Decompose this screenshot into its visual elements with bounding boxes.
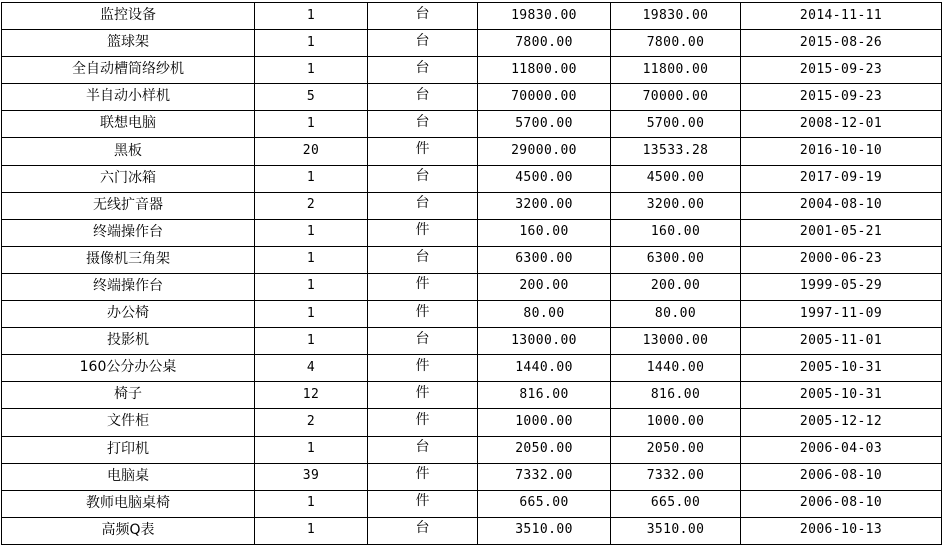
cell-item-name: 篮球架 (2, 30, 255, 57)
cell-original-value: 816.00 (478, 382, 611, 409)
cell-unit: 台 (368, 247, 478, 274)
cell-unit: 台 (368, 328, 478, 355)
cell-net-value: 1000.00 (611, 409, 741, 436)
cell-date: 2015-08-26 (741, 30, 942, 57)
cell-net-value: 7332.00 (611, 464, 741, 491)
cell-unit: 台 (368, 193, 478, 220)
cell-quantity: 1 (255, 111, 368, 138)
cell-original-value: 6300.00 (478, 247, 611, 274)
cell-original-value: 4500.00 (478, 166, 611, 193)
cell-original-value: 11800.00 (478, 57, 611, 84)
cell-unit: 台 (368, 57, 478, 84)
cell-net-value: 7800.00 (611, 30, 741, 57)
cell-unit: 件 (368, 491, 478, 518)
cell-net-value: 3200.00 (611, 193, 741, 220)
cell-original-value: 1440.00 (478, 355, 611, 382)
cell-date: 2006-08-10 (741, 491, 942, 518)
cell-net-value: 80.00 (611, 301, 741, 328)
cell-quantity: 2 (255, 409, 368, 436)
cell-net-value: 160.00 (611, 220, 741, 247)
cell-original-value: 29000.00 (478, 138, 611, 165)
cell-item-name: 打印机 (2, 437, 255, 464)
cell-original-value: 80.00 (478, 301, 611, 328)
cell-original-value: 7332.00 (478, 464, 611, 491)
cell-date: 2005-10-31 (741, 355, 942, 382)
cell-quantity: 1 (255, 437, 368, 464)
cell-date: 2015-09-23 (741, 57, 942, 84)
cell-item-name: 六门冰箱 (2, 166, 255, 193)
cell-unit: 件 (368, 220, 478, 247)
cell-quantity: 1 (255, 30, 368, 57)
cell-unit: 件 (368, 138, 478, 165)
cell-net-value: 200.00 (611, 274, 741, 301)
cell-net-value: 1440.00 (611, 355, 741, 382)
cell-quantity: 12 (255, 382, 368, 409)
cell-net-value: 3510.00 (611, 518, 741, 545)
cell-unit: 件 (368, 355, 478, 382)
cell-unit: 台 (368, 30, 478, 57)
cell-item-name: 高频Q表 (2, 518, 255, 545)
cell-item-name: 办公椅 (2, 301, 255, 328)
cell-date: 2017-09-19 (741, 166, 942, 193)
cell-item-name: 文件柜 (2, 409, 255, 436)
cell-net-value: 13000.00 (611, 328, 741, 355)
cell-quantity: 39 (255, 464, 368, 491)
cell-item-name: 椅子 (2, 382, 255, 409)
cell-original-value: 5700.00 (478, 111, 611, 138)
cell-net-value: 6300.00 (611, 247, 741, 274)
cell-item-name: 终端操作台 (2, 220, 255, 247)
cell-quantity: 1 (255, 491, 368, 518)
cell-quantity: 4 (255, 355, 368, 382)
cell-date: 2004-08-10 (741, 193, 942, 220)
cell-original-value: 1000.00 (478, 409, 611, 436)
cell-date: 2015-09-23 (741, 84, 942, 111)
cell-item-name: 半自动小样机 (2, 84, 255, 111)
cell-quantity: 1 (255, 220, 368, 247)
cell-net-value: 4500.00 (611, 166, 741, 193)
cell-item-name: 摄像机三角架 (2, 247, 255, 274)
cell-date: 2001-05-21 (741, 220, 942, 247)
asset-table (1, 2, 942, 545)
cell-unit: 台 (368, 437, 478, 464)
cell-item-name: 联想电脑 (2, 111, 255, 138)
cell-net-value: 5700.00 (611, 111, 741, 138)
cell-net-value: 19830.00 (611, 3, 741, 30)
cell-date: 2006-04-03 (741, 437, 942, 464)
cell-original-value: 160.00 (478, 220, 611, 247)
cell-unit: 台 (368, 3, 478, 30)
cell-original-value: 3200.00 (478, 193, 611, 220)
cell-unit: 件 (368, 382, 478, 409)
cell-date: 2014-11-11 (741, 3, 942, 30)
cell-original-value: 13000.00 (478, 328, 611, 355)
cell-quantity: 1 (255, 3, 368, 30)
cell-date: 2008-12-01 (741, 111, 942, 138)
cell-item-name: 160公分办公桌 (2, 355, 255, 382)
cell-unit: 台 (368, 518, 478, 545)
cell-quantity: 1 (255, 57, 368, 84)
cell-original-value: 200.00 (478, 274, 611, 301)
cell-date: 2000-06-23 (741, 247, 942, 274)
cell-quantity: 1 (255, 274, 368, 301)
cell-date: 2005-11-01 (741, 328, 942, 355)
cell-item-name: 教师电脑桌椅 (2, 491, 255, 518)
cell-original-value: 2050.00 (478, 437, 611, 464)
cell-unit: 件 (368, 409, 478, 436)
cell-quantity: 1 (255, 518, 368, 545)
cell-unit: 件 (368, 274, 478, 301)
cell-unit: 台 (368, 111, 478, 138)
cell-unit: 件 (368, 464, 478, 491)
cell-date: 1997-11-09 (741, 301, 942, 328)
cell-item-name: 监控设备 (2, 3, 255, 30)
cell-quantity: 1 (255, 328, 368, 355)
cell-net-value: 13533.28 (611, 138, 741, 165)
cell-original-value: 7800.00 (478, 30, 611, 57)
cell-item-name: 全自动槽筒络纱机 (2, 57, 255, 84)
cell-item-name: 无线扩音器 (2, 193, 255, 220)
cell-unit: 台 (368, 166, 478, 193)
cell-net-value: 2050.00 (611, 437, 741, 464)
cell-item-name: 黑板 (2, 138, 255, 165)
cell-unit: 台 (368, 84, 478, 111)
cell-date: 1999-05-29 (741, 274, 942, 301)
cell-item-name: 电脑桌 (2, 464, 255, 491)
cell-original-value: 70000.00 (478, 84, 611, 111)
cell-net-value: 70000.00 (611, 84, 741, 111)
cell-quantity: 1 (255, 301, 368, 328)
cell-date: 2016-10-10 (741, 138, 942, 165)
cell-quantity: 1 (255, 247, 368, 274)
cell-unit: 件 (368, 301, 478, 328)
cell-original-value: 665.00 (478, 491, 611, 518)
cell-net-value: 816.00 (611, 382, 741, 409)
cell-quantity: 5 (255, 84, 368, 111)
cell-date: 2005-12-12 (741, 409, 942, 436)
cell-date: 2005-10-31 (741, 382, 942, 409)
cell-net-value: 11800.00 (611, 57, 741, 84)
cell-item-name: 终端操作台 (2, 274, 255, 301)
cell-quantity: 20 (255, 138, 368, 165)
cell-date: 2006-10-13 (741, 518, 942, 545)
cell-original-value: 19830.00 (478, 3, 611, 30)
cell-quantity: 2 (255, 193, 368, 220)
cell-date: 2006-08-10 (741, 464, 942, 491)
cell-original-value: 3510.00 (478, 518, 611, 545)
cell-item-name: 投影机 (2, 328, 255, 355)
cell-net-value: 665.00 (611, 491, 741, 518)
cell-quantity: 1 (255, 166, 368, 193)
